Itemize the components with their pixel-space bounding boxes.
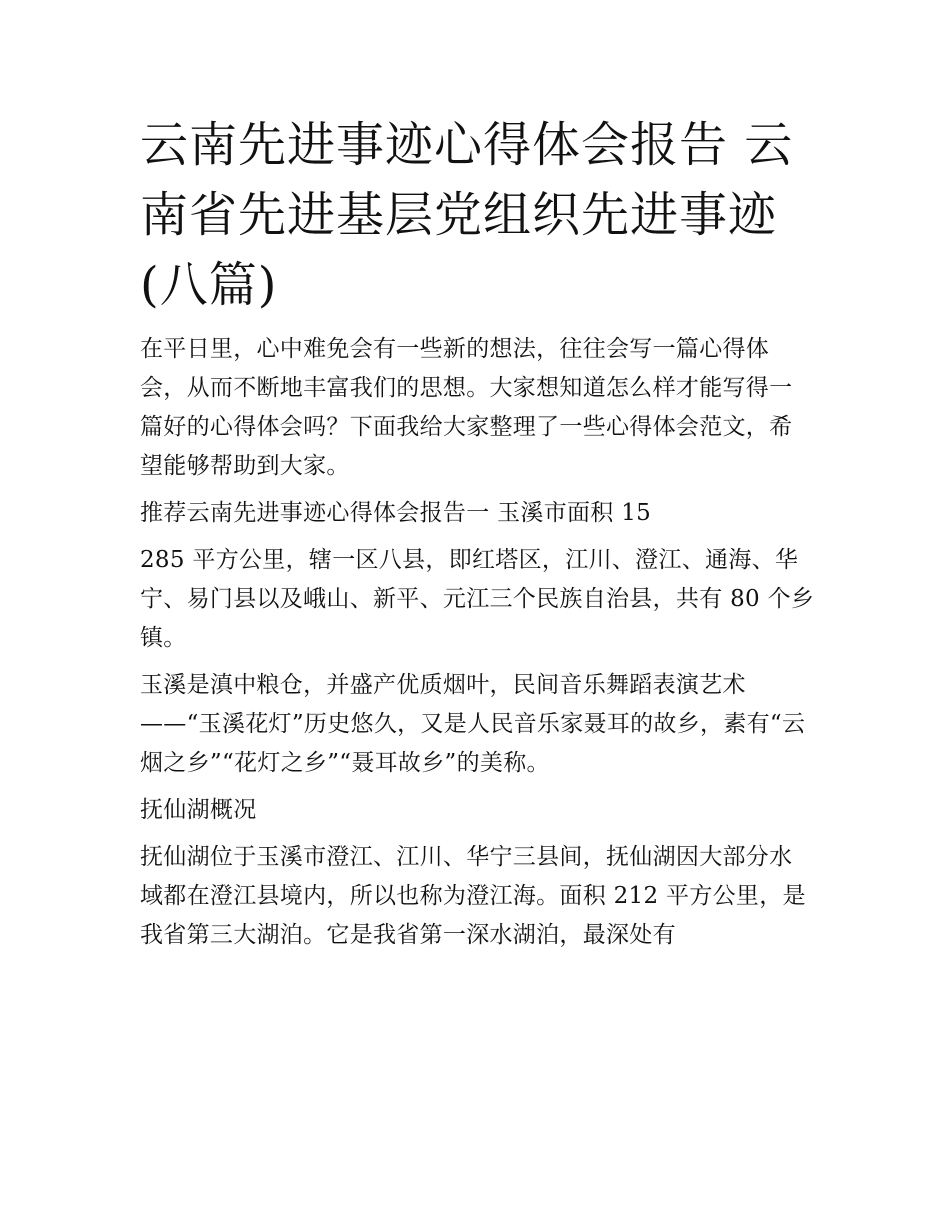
yuxi-paragraph: 玉溪是滇中粮仓，并盛产优质烟叶，民间音乐舞蹈表演艺术——“玉溪花灯”历史悠久，又是人民音乐家聂耳的故乡，素有“云烟之乡”“花灯之乡”“聂耳故乡”的美称。 — [140, 672, 806, 776]
recommend-heading-paragraph: 推荐云南先进事迹心得体会报告一 玉溪市面积 15 — [140, 500, 652, 526]
document-page — [140, 110, 815, 963]
document-title: 云南先进事迹心得体会报告 云南省先进基层党组织先进事迹(八篇) — [140, 117, 794, 313]
fuxian-paragraph: 抚仙湖位于玉溪市澄江、江川、华宁三县间，抚仙湖因大部分水域都在澄江县境内，所以也称为澄江海。面积 212 平方公里，是我省第三大湖泊。它是我省第一深水湖泊，最深处有 — [140, 844, 806, 948]
intro-paragraph: 在平日里，心中难免会有一些新的想法，往往会写一篇心得体会，从而不断地丰富我们的思想。大家想知道怎么样才能写得一篇好的心得体会吗？下面我给大家整理了一些心得体会范文，希望能够帮助到大家。 — [140, 336, 793, 479]
area-paragraph: 285 平方公里，辖一区八县，即红塔区，江川、澄江、通海、华宁、易门县以及峨山、新平、元江三个民族自治县，共有 80 个乡镇。 — [140, 547, 815, 651]
fuxian-heading: 抚仙湖概况 — [140, 797, 257, 823]
